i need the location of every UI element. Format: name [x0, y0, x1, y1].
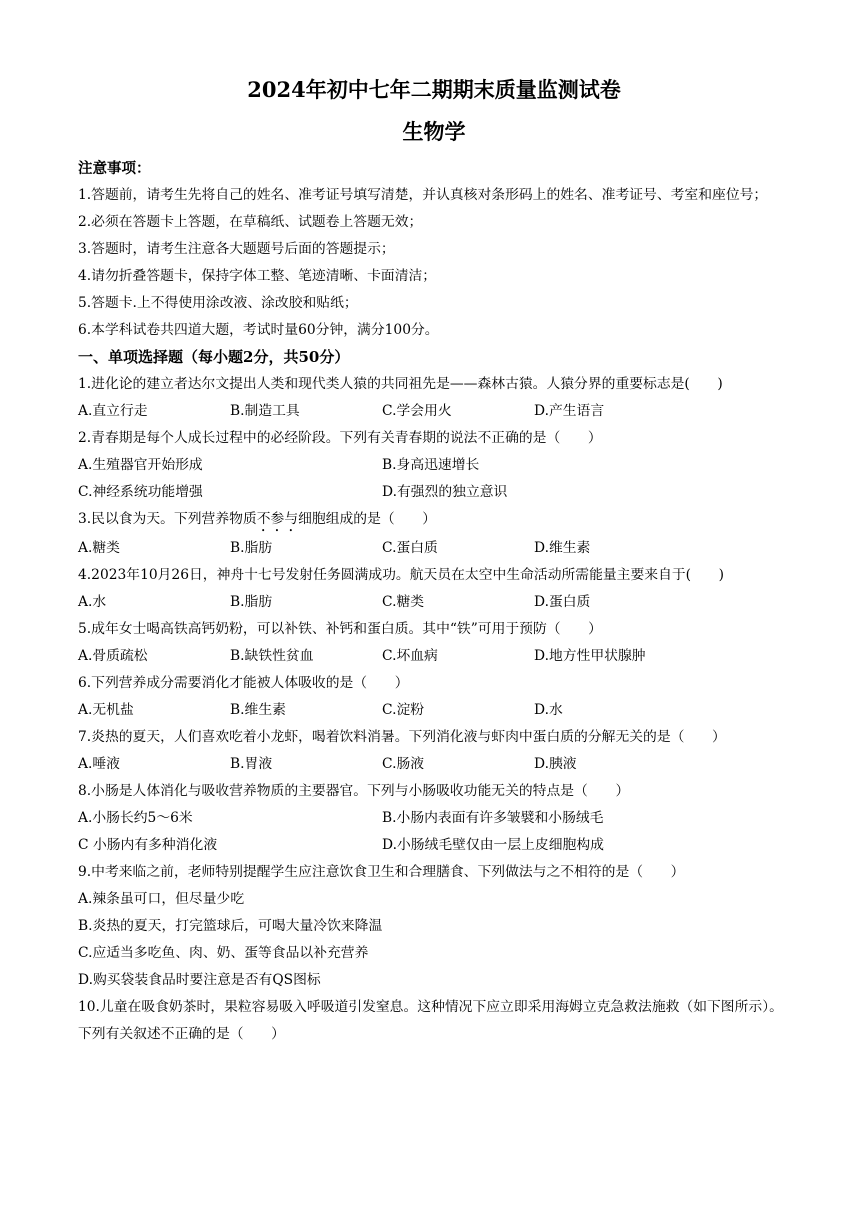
- question-stem: 4.2023年10月26日，神舟十七号发射任务圆满成功。航天员在太空中生命活动所需能量主要来自于( ): [78, 567, 725, 583]
- option-c: C.肠液: [382, 756, 425, 772]
- note-item: 2.必须在答题卡上答题，在草稿纸、试题卷上答题无效；: [78, 214, 423, 230]
- option-b: B.炎热的夏天，打完篮球后，可喝大量冷饮来降温: [78, 918, 383, 934]
- question-stem: 9.中考来临之前，老师特别提醒学生应注意饮食卫生和合理膳食、下列做法与之不相符的是（ ）: [78, 864, 685, 880]
- option-c: C.应适当多吃鱼、肉、奶、蛋等食品以补充营养: [78, 945, 369, 961]
- option-row: [78, 535, 790, 562]
- question-stem: 1.进化论的建立者达尔文提出人类和现代类人猿的共同祖先是——森林古猿。人猿分界的重要标志是( ): [78, 376, 723, 392]
- question-stem: [78, 506, 790, 535]
- option-d: D.维生素: [534, 540, 591, 556]
- section-heading: 一、单项选择题（每小题2分，共50分）: [78, 348, 350, 366]
- option-b: B.维生素: [230, 702, 286, 718]
- option-a: A.生殖器官开始形成: [78, 457, 203, 473]
- option-d: D.小肠绒毛壁仅由一层上皮细胞构成: [382, 837, 604, 853]
- option-d: D.地方性甲状腺肿: [534, 648, 646, 664]
- note-item: 3.答题时，请考生注意各大题题号后面的答题提示；: [78, 241, 395, 257]
- option-b: B.制造工具: [230, 403, 300, 419]
- option-c: C.蛋白质: [382, 540, 438, 556]
- option-row: [78, 452, 790, 479]
- exam-title: 2024年初中七年二期期末质量监测试卷: [247, 77, 621, 102]
- notes-heading: 注意事项：: [78, 160, 151, 177]
- option-b: B.胃液: [230, 756, 273, 772]
- option-row: [78, 643, 790, 670]
- note-item: 1.答题前，请考生先将自己的姓名、准考证号填写清楚，并认真核对条形码上的姓名、准考证号、考室和座位号；: [78, 187, 768, 203]
- option-c: C 小肠内有多种消化液: [78, 837, 218, 853]
- option-row: [78, 832, 790, 859]
- option-a: A.辣条虽可口，但尽量少吃: [78, 891, 245, 907]
- option-a: A.糖类: [78, 540, 120, 556]
- note-item: 6.本学科试卷共四道大题，考试时量60分钟，满分100分。: [78, 322, 439, 338]
- option-b: B.脂肪: [230, 540, 273, 556]
- option-d: D.胰液: [534, 756, 577, 772]
- option-b: B.脂肪: [230, 594, 273, 610]
- option-a: A.唾液: [78, 756, 120, 772]
- stem-text: 3.民以食为天。下列营养物质: [78, 511, 257, 527]
- option-a: A.无机盐: [78, 702, 134, 718]
- option-d: D.水: [534, 702, 563, 718]
- question-stem: 6.下列营养成分需要消化才能被人体吸收的是（ ）: [78, 675, 409, 691]
- stem-text: 细胞组成的是（ ）: [298, 511, 437, 527]
- option-b: B.身高迅速增长: [382, 457, 480, 473]
- option-row: [78, 589, 790, 616]
- note-item: 5.答题卡.上不得使用涂改液、涂改胶和贴纸；: [78, 295, 358, 311]
- option-row: [78, 479, 790, 506]
- option-c: C.学会用火: [382, 403, 452, 419]
- question-stem: 8.小肠是人体消化与吸收营养物质的主要器官。下列与小肠吸收功能无关的特点是（ ）: [78, 783, 630, 799]
- option-d: D.产生语言: [534, 403, 605, 419]
- option-a: A.小肠长约5～6米: [78, 810, 193, 826]
- question-stem: 2.青春期是每个人成长过程中的必经阶段。下列有关青春期的说法不正确的是（ ）: [78, 430, 602, 446]
- emphasized-text: 不参与: [256, 511, 299, 527]
- question-stem: 10.儿童在吸食奶茶时，果粒容易吸入呼吸道引发窒息。这种情况下应立即采用海姆立克急救法施救（如下图所示）。下列有关叙述不正确的是（ ）: [78, 999, 783, 1042]
- note-item: 4.请勿折叠答题卡，保持字体工整、笔迹清晰、卡面清洁；: [78, 268, 437, 284]
- option-b: B.小肠内表面有许多皱襞和小肠绒毛: [382, 810, 604, 826]
- option-row: [78, 751, 790, 778]
- option-d: D.购买袋装食品时要注意是否有QS图标: [78, 972, 321, 988]
- question-stem: 5.成年女士喝高铁高钙奶粉，可以补铁、补钙和蛋白质。其中“铁”可用于预防（ ）: [78, 621, 602, 637]
- option-a: A.骨质疏松: [78, 648, 148, 664]
- option-a: A.直立行走: [78, 403, 148, 419]
- option-d: D.有强烈的独立意识: [382, 484, 508, 500]
- option-row: [78, 805, 790, 832]
- option-row: [78, 697, 790, 724]
- option-b: B.缺铁性贫血: [230, 648, 314, 664]
- option-a: A.水: [78, 594, 107, 610]
- option-c: C.糖类: [382, 594, 425, 610]
- option-row: [78, 398, 790, 425]
- option-c: C.坏血病: [382, 648, 438, 664]
- option-d: D.蛋白质: [534, 594, 591, 610]
- subject-title: 生物学: [402, 119, 466, 144]
- option-c: C.淀粉: [382, 702, 425, 718]
- question-stem: 7.炎热的夏天，人们喜欢吃着小龙虾，喝着饮料消暑。下列消化液与虾肉中蛋白质的分解无关的是（ ）: [78, 729, 726, 745]
- option-c: C.神经系统功能增强: [78, 484, 203, 500]
